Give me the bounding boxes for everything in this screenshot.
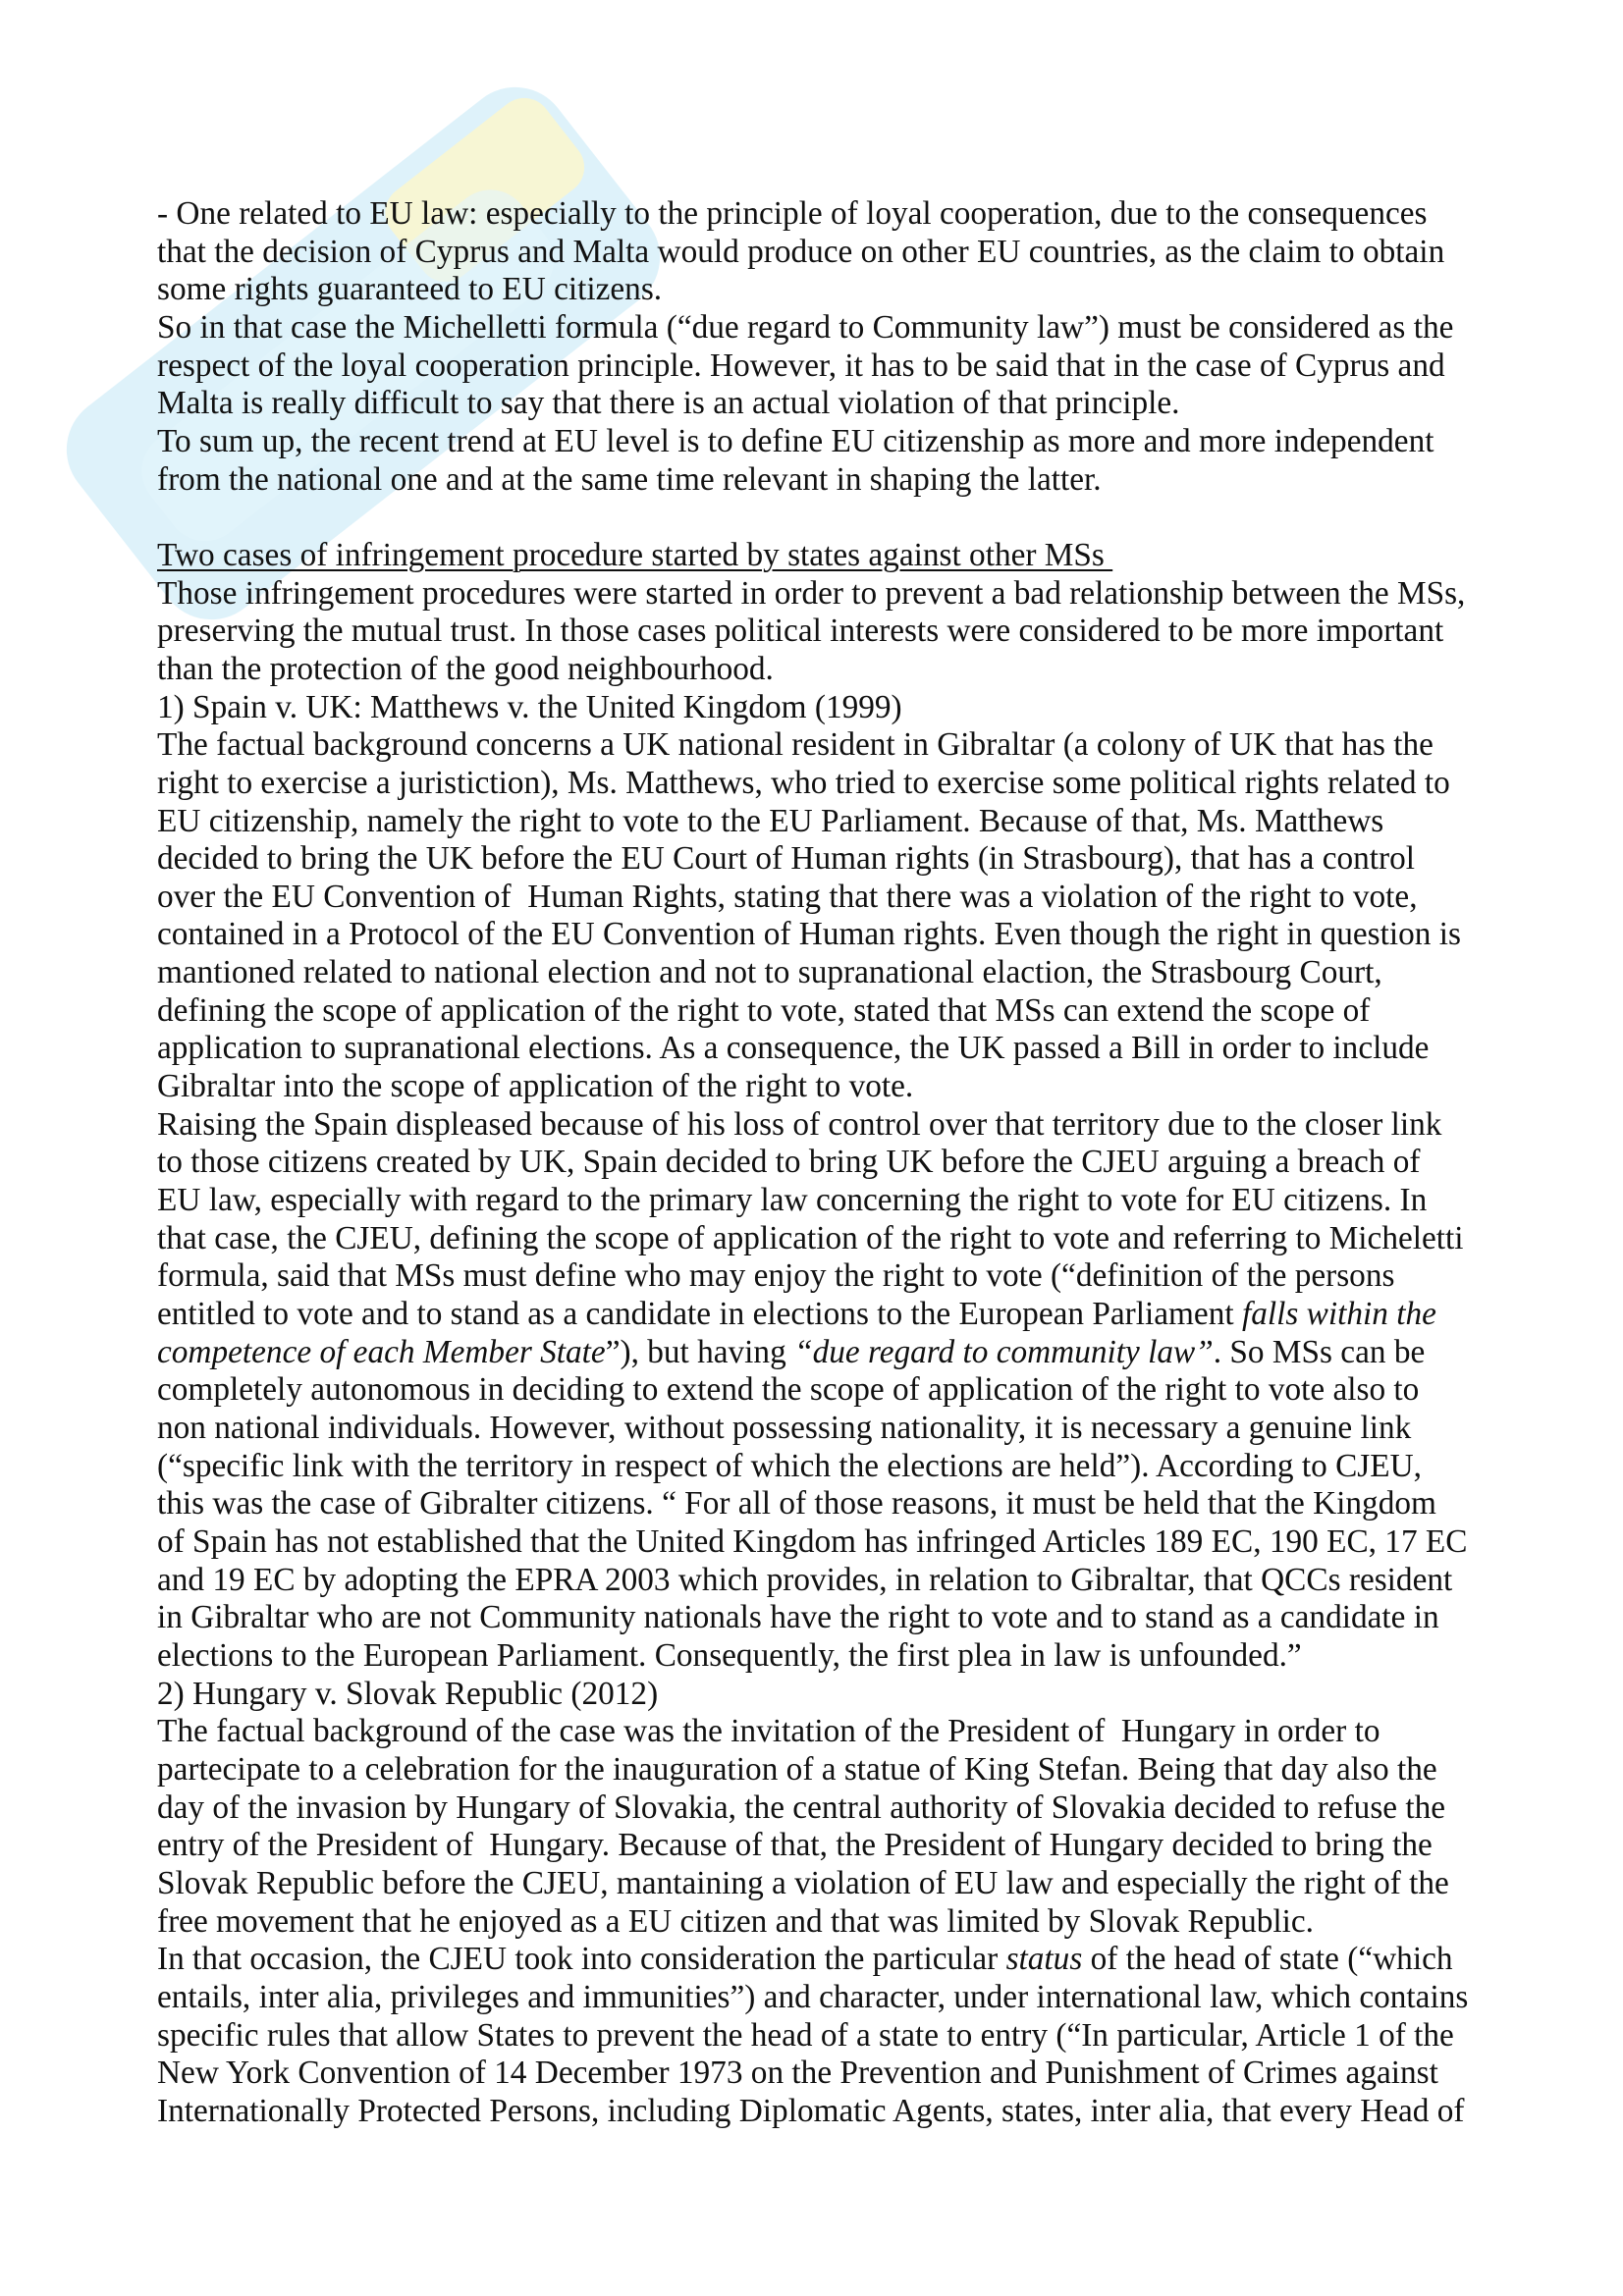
text-line: this was the case of Gibralter citizens. “ For all of those reasons, it must be held that the Kingdom xyxy=(157,1485,1436,1522)
blank-line xyxy=(157,499,1532,537)
section-intro-paragraph xyxy=(157,575,1532,689)
text-line: application to supranational elections. As a consequence, the UK passed a Bill in order to include xyxy=(157,1030,1430,1067)
case-2-section xyxy=(157,1676,1532,2131)
text-segment: entitled to vote and to stand as a candidate in elections to the European Parliament xyxy=(157,1296,1242,1333)
text-line: specific rules that allow States to prevent the head of a state to entry (“In particular, Article 1 of the xyxy=(157,2016,1454,2054)
text-line: - One related to EU law: especially to the principle of loyal cooperation, due to the consequences xyxy=(157,195,1428,232)
text-line: right to exercise a juristiction), Ms. Matthews, who tried to exercise some political rights related to xyxy=(157,764,1450,801)
section-heading-line xyxy=(157,537,1532,575)
text-line: elections to the European Parliament. Consequently, the first plea in law is unfounded.” xyxy=(157,1636,1302,1674)
text-line: in Gibraltar who are not Community nationals have the right to vote and to stand as a candidate in xyxy=(157,1599,1439,1636)
text-line xyxy=(157,1296,1532,1334)
text-line: to those citizens created by UK, Spain decided to bring UK before the CJEU arguing a breach of xyxy=(157,1144,1421,1181)
case-title: 1) Spain v. UK: Matthews v. the United Kingdom (1999) xyxy=(157,688,902,725)
text-line: entry of the President of Hungary. Because of that, the President of Hungary decided to bring the xyxy=(157,1827,1433,1864)
text-line: free movement that he enjoyed as a EU citizen and that was limited by Slovak Republic. xyxy=(157,1902,1314,1940)
section-heading: Two cases of infringement procedure started by states against other MSs xyxy=(157,536,1113,573)
text-line: partecipate to a celebration for the inauguration of a statue of King Stefan. Being that day also the xyxy=(157,1750,1437,1788)
italic-text-segment: status xyxy=(1005,1941,1083,1978)
text-line: formula, said that MSs must define who may enjoy the right to vote (“definition of the persons xyxy=(157,1257,1395,1295)
text-line: decided to bring the UK before the EU Court of Human rights (in Strasbourg), that has a control xyxy=(157,840,1416,878)
text-line: some rights guaranteed to EU citizens. xyxy=(157,271,663,308)
text-line: than the protection of the good neighbourhood. xyxy=(157,650,774,687)
text-line: day of the invasion by Hungary of Slovakia, the central authority of Slovakia decided to refuse the xyxy=(157,1789,1446,1826)
continuation-paragraph xyxy=(157,195,1532,499)
text-line xyxy=(157,1941,1532,1979)
text-line: entails, inter alia, privileges and immunities”) and character, under international law, which contains xyxy=(157,1978,1469,2015)
text-line: To sum up, the recent trend at EU level is to define EU citizenship as more and more independent xyxy=(157,422,1434,459)
text-line: New York Convention of 14 December 1973 on the Prevention and Punishment of Crimes against xyxy=(157,2055,1438,2092)
text-line: respect of the loyal cooperation principle. However, it has to be said that in the case of Cyprus and xyxy=(157,347,1445,384)
text-segment: . So MSs can be xyxy=(1213,1333,1426,1370)
text-line: EU citizenship, namely the right to vote to the EU Parliament. Because of that, Ms. Matthews xyxy=(157,802,1384,839)
italic-text-segment: “due regard to community law” xyxy=(794,1333,1214,1370)
text-line xyxy=(157,1334,1532,1372)
text-line: EU law, especially with regard to the primary law concerning the right to vote for EU citizens. In xyxy=(157,1182,1428,1219)
case-title: 2) Hungary v. Slovak Republic (2012) xyxy=(157,1675,659,1712)
text-line: of Spain has not established that the United Kingdom has infringed Articles 189 EC, 190 EC, 17 EC xyxy=(157,1522,1468,1560)
document-body xyxy=(157,195,1532,2130)
italic-text-segment: competence of each Member State xyxy=(157,1333,606,1370)
text-line: So in that case the Michelletti formula (“due regard to Community law”) must be considered as the xyxy=(157,308,1454,346)
text-line: over the EU Convention of Human Rights, stating that there was a violation of the right to vote, xyxy=(157,878,1418,915)
text-line: and 19 EC by adopting the EPRA 2003 which provides, in relation to Gibraltar, that QCCs resident xyxy=(157,1561,1453,1598)
text-line: Malta is really difficult to say that there is an actual violation of that principle. xyxy=(157,385,1180,422)
text-line: (“specific link with the territory in respect of which the elections are held”). According to CJEU, xyxy=(157,1447,1422,1484)
text-line: that case, the CJEU, defining the scope of application of the right to vote and referring to Micheletti xyxy=(157,1219,1464,1256)
text-line: mantioned related to national election and not to supranational elaction, the Strasbourg Court, xyxy=(157,954,1382,991)
text-segment: In that occasion, the CJEU took into consideration the particular xyxy=(157,1941,1006,1978)
text-line: Slovak Republic before the CJEU, mantaining a violation of EU law and especially the right of the xyxy=(157,1864,1449,1901)
text-line: Raising the Spain displeased because of his loss of control over that territory due to the closer link xyxy=(157,1105,1442,1143)
text-line: preserving the mutual trust. In those cases political interests were considered to be more important xyxy=(157,613,1444,650)
text-line: Gibraltar into the scope of application of the right to vote. xyxy=(157,1068,914,1105)
text-line: contained in a Protocol of the EU Convention of Human rights. Even though the right in question is xyxy=(157,916,1461,953)
text-segment: ”), but having xyxy=(605,1333,795,1370)
text-line: defining the scope of application of the right to vote, stated that MSs can extend the scope of xyxy=(157,991,1371,1029)
text-line: The factual background concerns a UK national resident in Gibraltar (a colony of UK that has the xyxy=(157,726,1434,764)
text-line: completely autonomous in deciding to extend the scope of application of the right to vote also to xyxy=(157,1371,1420,1409)
text-line: Internationally Protected Persons, including Diplomatic Agents, states, inter alia, that every Head of xyxy=(157,2092,1465,2129)
case-1-section xyxy=(157,689,1532,1676)
text-line: The factual background of the case was the invitation of the President of Hungary in order to xyxy=(157,1713,1380,1750)
text-segment: of the head of state (“which xyxy=(1082,1941,1453,1978)
text-line: non national individuals. However, without possessing nationality, it is necessary a genuine link xyxy=(157,1410,1412,1446)
italic-text-segment: falls within the xyxy=(1241,1296,1436,1333)
text-line: Those infringement procedures were started in order to prevent a bad relationship between the MSs, xyxy=(157,574,1466,612)
text-line: that the decision of Cyprus and Malta would produce on other EU countries, as the claim to obtain xyxy=(157,233,1445,270)
text-line: from the national one and at the same time relevant in shaping the latter. xyxy=(157,460,1102,498)
